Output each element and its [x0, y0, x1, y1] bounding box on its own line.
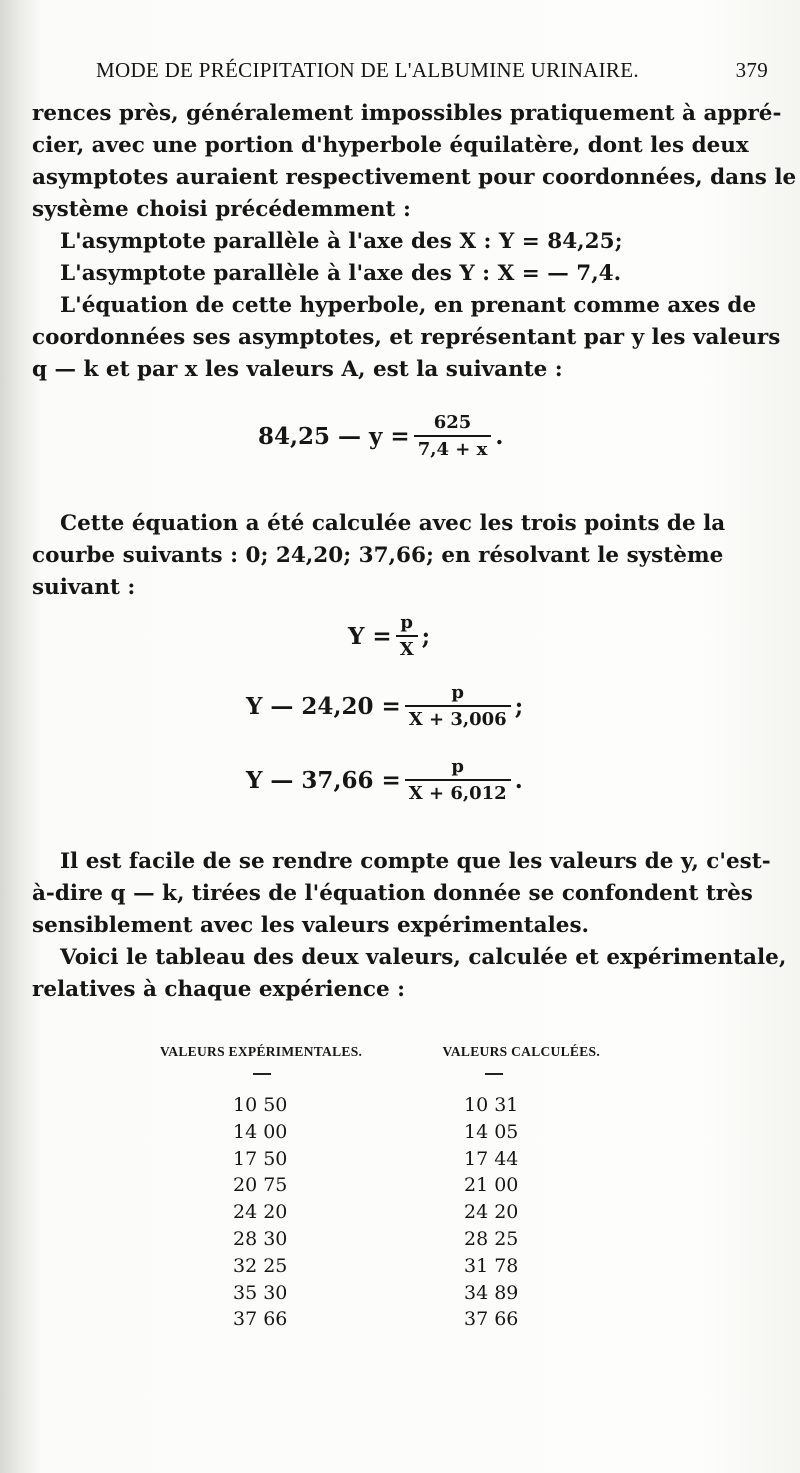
table-cell: 35 30: [233, 1281, 288, 1304]
table-cell: 31 78: [464, 1254, 519, 1277]
table-cell: 17 44: [464, 1147, 519, 1170]
header-title: MODE DE PRÉCIPITATION DE L'ALBUMINE URINAIRE.: [96, 58, 639, 82]
equation-end: ;: [514, 692, 524, 720]
paragraph-comparison: [32, 846, 787, 1006]
text-line: coordonnées ses asymptotes, et représentant par y les valeurs: [32, 325, 781, 350]
table-cell: 37 66: [464, 1308, 519, 1331]
asymptote-x: L'asymptote parallèle à l'axe des X : Y = 84,25;: [60, 229, 623, 254]
table-cell: 34 89: [464, 1281, 519, 1304]
equation-left: Y — 37,66 =: [246, 766, 401, 794]
table-cell: 32 25: [233, 1254, 288, 1277]
table-cell: 21 00: [464, 1174, 519, 1197]
page-number: 379: [735, 58, 768, 82]
text-line: L'équation de cette hyperbole, en prenant comme axes de: [60, 293, 757, 318]
equation-fraction: [405, 682, 511, 730]
paragraph-continuation: [32, 98, 797, 386]
text-line: courbe suivants : 0; 24,20; 37,66; en résolvant le système: [32, 543, 724, 568]
table-cell: 14 00: [233, 1120, 288, 1143]
column-experimentales: [233, 1092, 287, 1333]
column-header-calculees: VALEURS CALCULÉES.: [442, 1044, 600, 1059]
text-line: sensiblement avec les valeurs expérimentales.: [32, 913, 590, 938]
table-cell: 24 20: [233, 1201, 288, 1224]
equation-end: .: [495, 422, 504, 450]
fraction-denominator: X + 3,006: [405, 705, 511, 730]
table-cell: 10 50: [233, 1094, 288, 1116]
fraction-denominator: 7,4 + x: [414, 435, 492, 460]
asymptote-y: L'asymptote parallèle à l'axe des Y : X = — 7,4.: [60, 261, 622, 286]
text-line: suivant :: [32, 575, 136, 600]
header-rule: [485, 1073, 503, 1075]
paragraph-calculation: [32, 508, 764, 604]
equation-left: Y =: [348, 622, 392, 650]
table-cell: 14 05: [464, 1120, 519, 1143]
table-header: [160, 1044, 600, 1060]
text-line: Voici le tableau des deux valeurs, calculée et expérimentale,: [60, 945, 787, 970]
column-header-experimentales: VALEURS EXPÉRIMENTALES.: [160, 1044, 363, 1059]
running-header: [96, 58, 768, 83]
column-calculees: [464, 1092, 518, 1333]
equation-left: Y — 24,20 =: [246, 692, 401, 720]
text-line: cier, avec une portion d'hyperbole équilatère, dont les deux: [32, 133, 749, 158]
equation-fraction: [405, 756, 511, 804]
text-line: relatives à chaque expérience :: [32, 977, 406, 1002]
text-line: asymptotes auraient respectivement pour coordonnées, dans le: [32, 165, 797, 190]
table-cell: 17 50: [233, 1147, 288, 1170]
text-line: rences près, généralement impossibles pratiquement à appré-: [32, 101, 782, 126]
fraction-denominator: X + 6,012: [405, 779, 511, 804]
text-line: Il est facile de se rendre compte que les valeurs de y, c'est-: [60, 849, 771, 874]
table-cell: 28 25: [464, 1227, 519, 1250]
text-line: q — k et par x les valeurs A, est la suivante :: [32, 357, 563, 382]
equation-left: 84,25 — y =: [258, 422, 410, 450]
fraction-numerator: p: [451, 756, 464, 777]
system-equation-2: [246, 682, 523, 730]
text-line: système choisi précédemment :: [32, 197, 411, 222]
fraction-numerator: 625: [433, 412, 472, 433]
text-line: Cette équation a été calculée avec les trois points de la: [60, 511, 726, 536]
table-cell: 10 31: [464, 1094, 519, 1116]
header-rule: [253, 1073, 271, 1075]
table-cell: 28 30: [233, 1227, 288, 1250]
system-equation-3: [246, 756, 523, 804]
hyperbola-equation: [258, 412, 503, 460]
table-cell: 24 20: [464, 1201, 519, 1224]
fraction-denominator: X: [396, 635, 418, 660]
equation-fraction: [396, 612, 418, 660]
equation-fraction: [414, 412, 492, 460]
table-cell: 37 66: [233, 1308, 288, 1331]
table-cell: 20 75: [233, 1174, 288, 1197]
system-equation-1: [348, 612, 430, 660]
text-line: à-dire q — k, tirées de l'équation donnée se confondent très: [32, 881, 753, 906]
fraction-numerator: p: [400, 612, 413, 633]
equation-end: .: [514, 766, 523, 794]
equation-end: ;: [421, 622, 431, 650]
fraction-numerator: p: [451, 682, 464, 703]
